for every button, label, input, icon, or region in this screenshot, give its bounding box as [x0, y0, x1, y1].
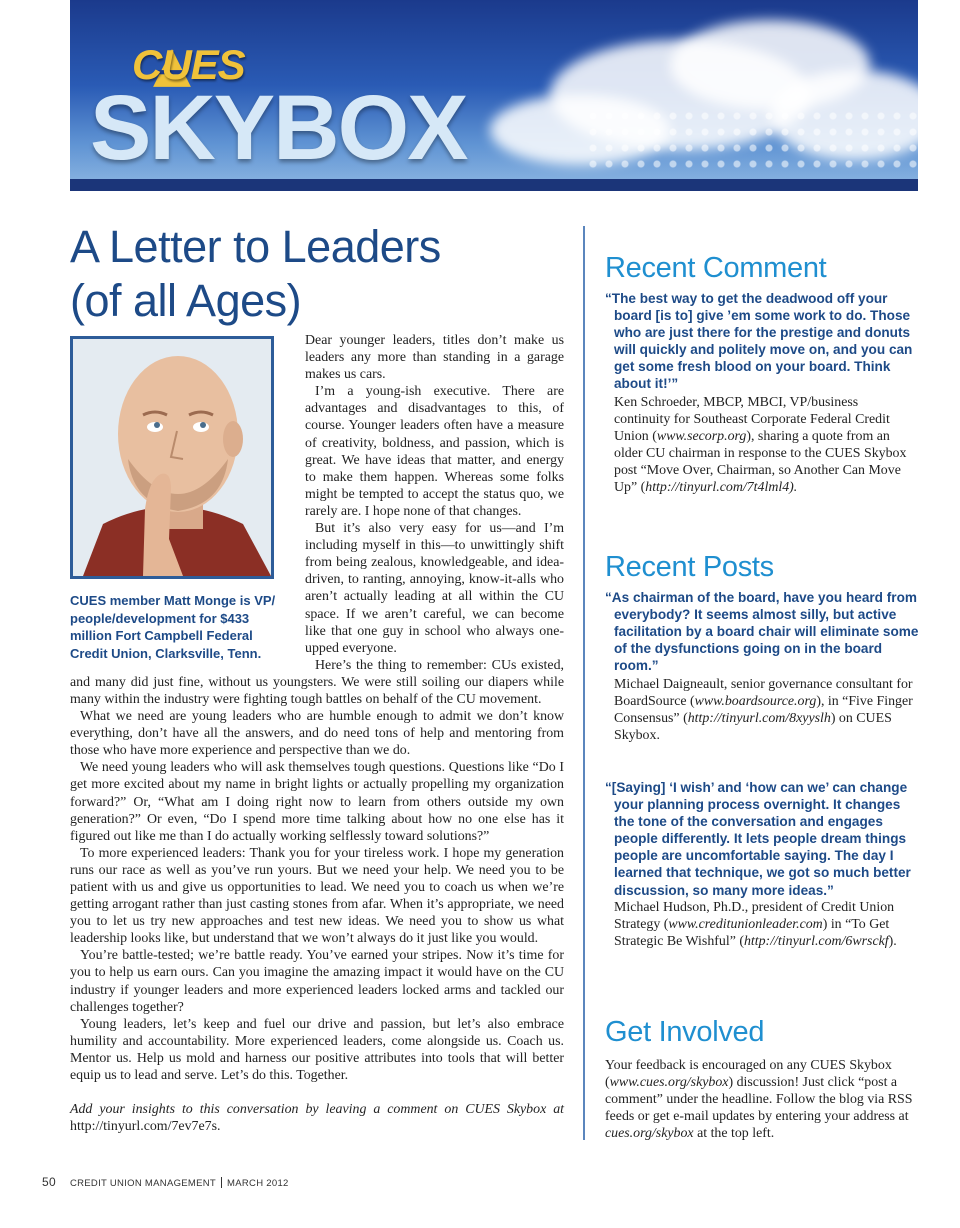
creditunionleader-link[interactable]: www.creditunionleader.com — [668, 917, 823, 933]
cues-skybox-short-link[interactable]: cues.org/skybox — [605, 1126, 694, 1142]
banner-dot-pattern — [585, 108, 918, 168]
article-paragraph: Young leaders, let’s keep and fuel our drive and passion, but let’s also embrace humility and accountability. More experienced leaders, come alongside us. Coach us. Mentor us. Help us mold and harness our positive attributes into tools that will better equip us to lead and serve. Let’s do this. Together. — [70, 1016, 564, 1084]
recent-post-quote: “As chairman of the board, have you heard from everybody? It seems almost silly, but active facilitation by a board chair will eliminate some of the dysfunctions going on in the board room.” — [605, 590, 919, 674]
article-paragraph: To more experienced leaders: Thank you for your tireless work. I hope my generation runs our race as well as you’ve run yours. But we need your help. We need you to be patient with us and give us opportunities to lead. We need you to coach us when we’re getting arrogant rather than just casting stones from afar. When it’s appropriate, we need you to let us try new approaches and test new ideas. We need you to show us what leadership looks like, but understand that we won’t always do it just like you would. — [70, 845, 564, 947]
cues-brand-name: CUES — [132, 41, 245, 88]
recent-posts-heading: Recent Posts — [605, 551, 774, 583]
recent-post-quote: “[Saying] ‘I wish’ and ‘how can we’ can change your planning process overnight. It changes the tone of the conversation and engages people differently. It lets people dream things people are uncomfortable saying. The day I learned that technique, we got so much better discussion, so many more ideas.” — [605, 780, 911, 898]
article-paragraph: Dear younger leaders, titles don’t make us leaders any more than standing in a garage makes us cars. — [305, 333, 564, 383]
cues-skybox-link[interactable]: www.cues.org/skybox — [609, 1075, 729, 1091]
publication-name: CREDIT UNION MANAGEMENT — [69, 1178, 217, 1189]
skybox-post-link[interactable]: http://tinyurl.com/7t4lml4). — [645, 480, 798, 496]
article-paragraph: I’m a young-ish executive. There are advantages and disadvantages to this, of course. Younger leaders often have a measure of creativity, boldness, and passion, which is great. We have ideas that matter, and energy to make them happen. Whereas some folks might be tempted to accept the status quo, we rarely are. I hope none of that changes. — [305, 384, 564, 519]
article-paragraph: But it’s also very easy for us—and I’m including myself in this—to unwittingly shift from being zealous, knowledgeable, and idea-driven, to ranting, annoying, know-it-alls who aren’t actually leading at all within the CU space. If we aren’t careful, we can become like that one guy in school who always one-upped everyone. — [305, 521, 564, 656]
recent-comment-attribution: Ken Schroeder, MBCP, MBCI, VP/business continuity for Southeast Corporate Federal Credit Union (www.secorp.org), sharing a quote from an older CU chairman in response to the CUES Skybox post “Move Over, Chairman, so Another Can Move Up” (http://tinyurl.com/7t4lml4). — [614, 395, 907, 496]
photo-caption: CUES member Matt Monge is VP/ people/development for $433 million Fort Campbell Federal Credit Union, Clarksville, Tenn. — [70, 593, 276, 661]
skybox-title: SKYBOX — [90, 77, 467, 179]
signoff-text: Add your insights to this conversation by leaving a comment on CUES Skybox at — [70, 1102, 564, 1118]
signoff-link[interactable]: http://tinyurl.com/7ev7e7s. — [70, 1119, 221, 1135]
banner-bottom-strip — [70, 179, 918, 191]
recent-comment-heading: Recent Comment — [605, 252, 827, 284]
article-signoff — [70, 1101, 564, 1135]
get-involved-heading: Get Involved — [605, 1016, 765, 1048]
column-divider — [583, 226, 585, 1140]
article-body — [70, 332, 564, 1135]
boardsource-link[interactable]: www.boardsource.org — [694, 694, 817, 710]
secorp-link[interactable]: www.secorp.org — [656, 429, 747, 445]
footer-divider — [221, 1177, 222, 1188]
page-number: 50 — [42, 1175, 56, 1189]
article-paragraph: We need young leaders who will ask themselves tough questions. Questions like “Do I get more excited about my name in bright lights or actually propelling my organization forward?” Or, “What am I doing right now to learn from others outside my own generation?” Or even, “Do I spend more time talking about how no one else has it figured out like me than I do actually working selflessly toward solutions?” — [70, 760, 564, 844]
issue-date: MARCH 2012 — [227, 1178, 289, 1189]
headline-line-2: (of all Ages) — [70, 275, 302, 326]
get-involved-text: Your feedback is encouraged on any CUES Skybox (www.cues.org/skybox) discussion! Just click “post a comment” under the headline. Follow the blog via RSS feeds or get e-mail updates by entering your address at cues.org/skybox at the top left. — [605, 1058, 913, 1142]
article-paragraph: What we need are young leaders who are humble enough to admit we don’t know everything, don’t have all the answers, and do need tons of help and mentoring from those who have more experience and perspective than we do. — [70, 709, 564, 759]
recent-comment-quote: “The best way to get the deadwood off your board [is to] give ’em some work to do. Those who are just there for the prestige and donuts will quickly and politely move on, and you can get some fresh blood on your board. Think about it!’” — [605, 291, 913, 392]
article-paragraph: Here’s the thing to remember: CUs existed, and many did just fine, without us youngsters. We were still soiling our diapers while many within the industry were fighting tough battles on behalf of the CU movement. — [70, 657, 564, 707]
article-headline — [70, 220, 570, 328]
skybox-banner — [70, 0, 918, 191]
headline-line-1: A Letter to Leaders — [70, 221, 441, 272]
five-finger-link[interactable]: http://tinyurl.com/8xyyslh — [687, 711, 831, 727]
recent-post-attribution: Michael Daigneault, senior governance consultant for BoardSource (www.boardsource.org), in “Five Finger Consensus” (http://tinyurl.com/8xyyslh) on CUES Skybox. — [614, 677, 913, 744]
photo-spacer — [70, 332, 305, 670]
strategic-wishful-link[interactable]: http://tinyurl.com/6wrsckf — [743, 934, 889, 950]
recent-post-attribution: Michael Hudson, Ph.D., president of Credit Union Strategy (www.creditunionleader.com) in “To Get Strategic Be Wishful” (http://tinyurl.com/6wrsckf). — [614, 900, 897, 950]
article-paragraph: You’re battle-tested; we’re battle ready. You’ve earned your stripes. Now it’s time for you to help us earn ours. Can you imagine the amazing impact it would have on the CU industry if younger leaders and more experienced leaders locked arms and tackled our challenges together? — [70, 948, 564, 1015]
page-footer — [42, 1175, 289, 1189]
